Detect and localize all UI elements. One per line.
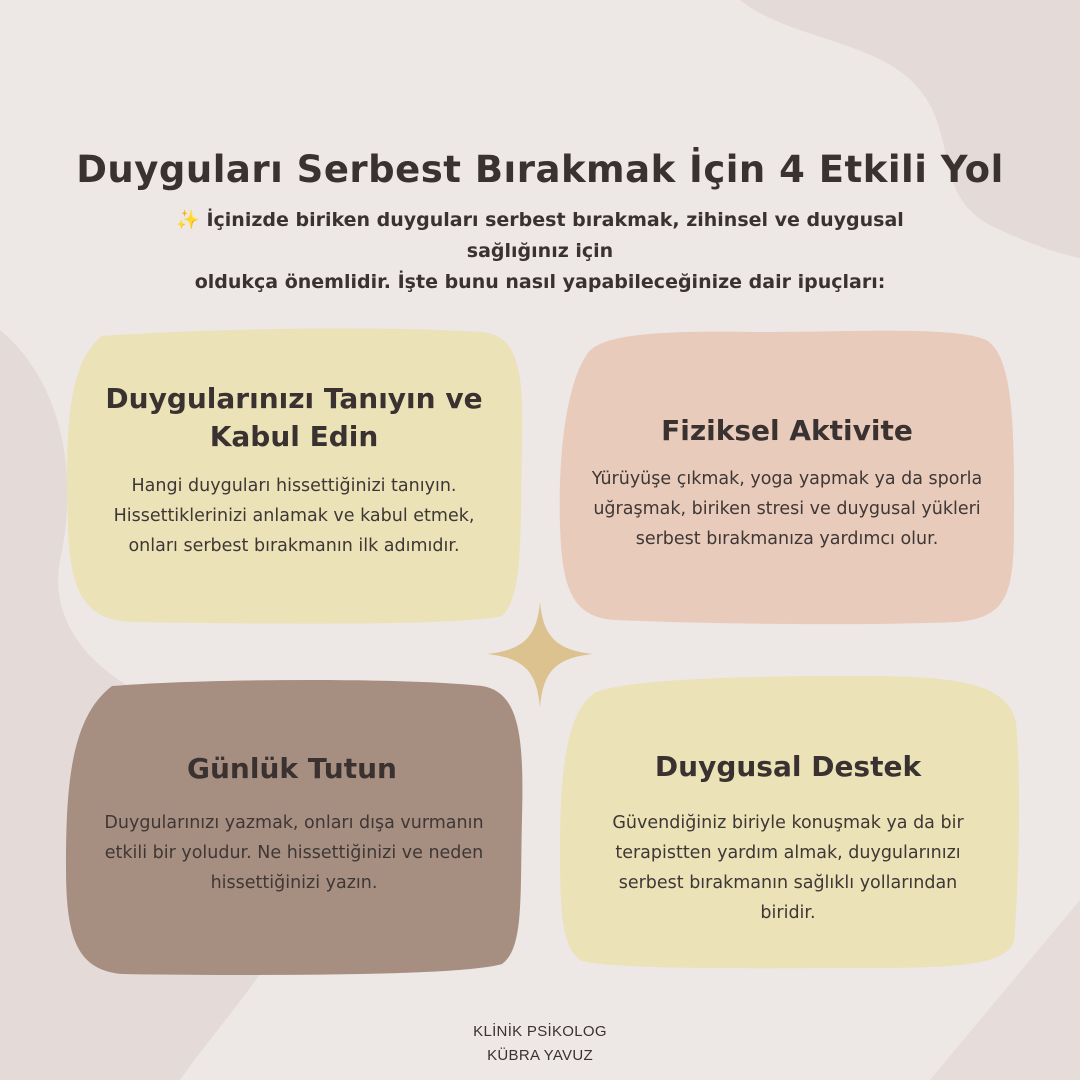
card-text bbox=[566, 464, 1008, 554]
card-text-line: onları serbest bırakmanın ilk adımıdır. bbox=[128, 536, 460, 556]
card-text-line: Hangi duyguları hissettiğinizi tanıyın. bbox=[131, 476, 457, 496]
card-text-line: terapistten yardım almak, duygularınızı bbox=[615, 843, 961, 863]
footer-signature bbox=[0, 1020, 1080, 1068]
card-title: Fiziksel Aktivite bbox=[661, 414, 913, 447]
subtitle-line: oldukça önemlidir. İşte bunu nasıl yapabileceğinize dair ipuçları: bbox=[194, 271, 886, 293]
card-title bbox=[82, 380, 506, 456]
card-emotional-support bbox=[556, 672, 1022, 972]
card-text-line: Yürüyüşe çıkmak, yoga yapmak ya da sporla bbox=[591, 469, 983, 489]
card-text bbox=[566, 808, 1010, 928]
card-journaling bbox=[62, 678, 526, 978]
card-physical-activity bbox=[556, 326, 1018, 626]
card-text-line: hissettiğinizi yazın. bbox=[210, 873, 378, 893]
subtitle-line: ✨ İçinizde biriken duyguları serbest bırakmak, zihinsel ve duygusal sağlığınız için bbox=[176, 209, 904, 262]
card-text-line: etkili bir yoludur. Ne hissettiğinizi ve neden bbox=[104, 843, 484, 863]
card-text-line: serbest bırakmanın sağlıklı yollarından bbox=[618, 873, 958, 893]
card-text-line: serbest bırakmanıza yardımcı olur. bbox=[635, 529, 939, 549]
card-title: Duygusal Destek bbox=[654, 750, 922, 783]
page-subtitle bbox=[130, 205, 950, 298]
card-text-line: Duygularınızı yazmak, onları dışa vurmanın bbox=[104, 813, 484, 833]
card-recognize-emotions bbox=[62, 326, 526, 626]
footer-title: KLİNİK PSİKOLOG bbox=[473, 1023, 607, 1040]
card-text bbox=[82, 471, 506, 561]
card-title: Günlük Tutun bbox=[187, 752, 397, 785]
card-text bbox=[72, 808, 516, 898]
footer-name: KÜBRA YAVUZ bbox=[487, 1047, 593, 1064]
card-title-line: Duygularınızı Tanıyın ve bbox=[105, 382, 483, 415]
card-text-line: biridir. bbox=[760, 903, 816, 923]
card-text-line: Güvendiğiniz biriyle konuşmak ya da bir bbox=[612, 813, 964, 833]
card-text-line: Hissettiklerinizi anlamak ve kabul etmek, bbox=[113, 506, 475, 526]
card-title-line: Kabul Edin bbox=[209, 420, 379, 453]
page-title: Duyguları Serbest Bırakmak İçin 4 Etkili Yol bbox=[76, 148, 1004, 191]
card-text-line: uğraşmak, biriken stresi ve duygusal yükleri bbox=[593, 499, 981, 519]
sparkle-icon bbox=[485, 600, 595, 710]
